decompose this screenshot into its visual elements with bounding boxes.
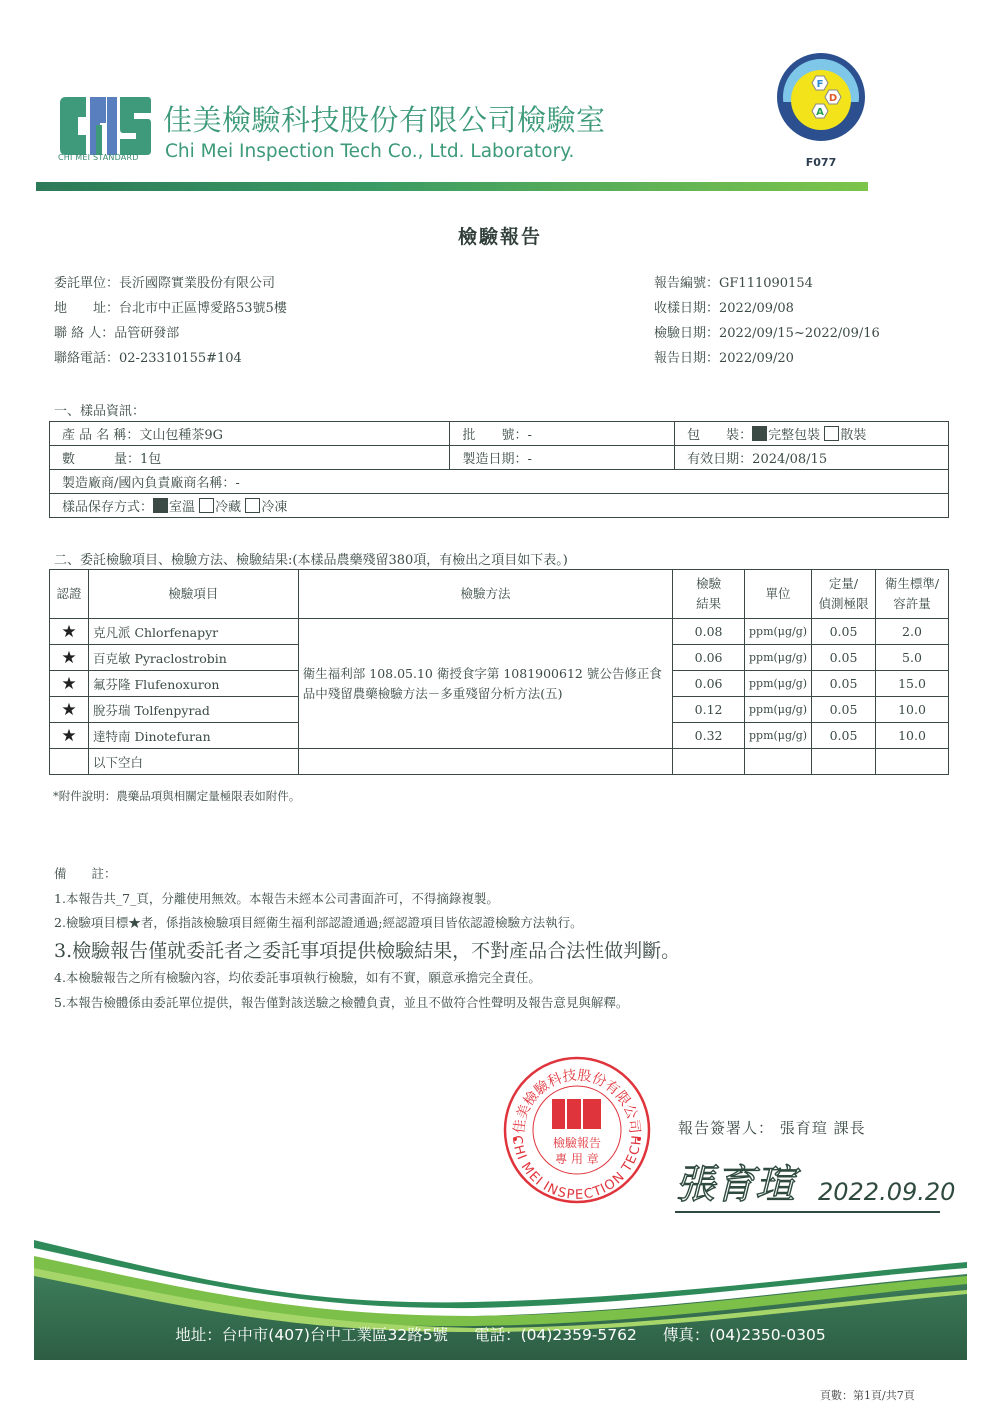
- header-divider-bar: [36, 182, 868, 191]
- product-name-label: 產 品 名 稱：: [62, 428, 140, 443]
- remark-item: 2.檢驗項目標★者，係指該檢驗項目經衛生福利部認證通過;經認證項目皆依認證檢驗方法執行。: [54, 915, 583, 930]
- report-date-value: 2022/09/20: [719, 351, 794, 366]
- manufacturer-value: -: [235, 476, 240, 491]
- limit-value: 10.0: [875, 723, 948, 749]
- limit-value: 15.0: [875, 671, 948, 697]
- loq-value: 0.05: [812, 723, 876, 749]
- blank-cell: [745, 749, 812, 775]
- manufacturer-label: 製造廠商/國內負責廠商名稱：: [62, 476, 236, 491]
- col-header-method: 檢驗方法: [298, 570, 672, 619]
- fda-certification-badge-icon: [776, 50, 866, 150]
- sample-row: [50, 470, 949, 494]
- badge-letter-f: F: [816, 79, 824, 90]
- report-number: [654, 276, 813, 292]
- batch-label: 批 號：: [462, 428, 528, 443]
- storage-cell: [50, 494, 949, 518]
- results-table: [49, 569, 949, 775]
- unit-value: ppm(μg/g): [745, 619, 812, 645]
- col-header-loq: [812, 570, 876, 619]
- unit-value: ppm(μg/g): [745, 723, 812, 749]
- mfg-date-label: 製造日期：: [462, 452, 528, 467]
- storage-frozen-checkbox[interactable]: [245, 498, 260, 513]
- expiry-value: 2024/08/15: [752, 452, 828, 467]
- cert-star-icon: ★: [50, 723, 89, 749]
- report-number-value: GF111090154: [719, 276, 813, 291]
- report-date: [654, 351, 794, 367]
- loq-value: 0.05: [812, 671, 876, 697]
- remark-item: 1.本報告共_7_頁，分離使用無效。本報告未經本公司書面許可，不得摘錄複製。: [54, 891, 499, 906]
- badge-letter-d: D: [828, 93, 838, 104]
- result-value: 0.06: [673, 671, 745, 697]
- table-row-blank: [50, 749, 949, 775]
- sample-row: [50, 422, 949, 446]
- client-contact-value: 品管研發部: [114, 326, 180, 341]
- receipt-date: [654, 301, 794, 317]
- cert-star-icon: ★: [50, 697, 89, 723]
- test-date: [654, 326, 880, 342]
- results-section-heading: 二、委託檢驗項目、檢驗方法、檢驗結果:(本樣品農藥殘留380項，有檢出之項目如下表。): [54, 553, 568, 568]
- company-name-en: Chi Mei Inspection Tech Co., Ltd. Laboratory.: [165, 141, 575, 162]
- sample-info-table: [49, 421, 949, 518]
- footer-address: 地址：台中市(407)台中工業區32路5號: [175, 1326, 449, 1344]
- client-address-label: 地 址：: [54, 301, 120, 316]
- mfg-date-value: -: [527, 452, 532, 467]
- loq-value: 0.05: [812, 697, 876, 723]
- col-header-limit-l1: 衛生標準/: [884, 576, 940, 591]
- stamp-line2: 專 用 章: [555, 1152, 599, 1166]
- quantity-cell: [50, 446, 450, 470]
- client-address: [54, 301, 287, 317]
- col-header-result: [673, 570, 745, 619]
- storage-refrigerated-checkbox[interactable]: [199, 498, 214, 513]
- remark-item: 3.檢驗報告僅就委託者之委託事項提供檢驗結果，不對產品合法性做判斷。: [54, 940, 681, 962]
- test-date-label: 檢驗日期：: [654, 326, 720, 341]
- unit-value: ppm(μg/g): [745, 671, 812, 697]
- product-name-cell: [50, 422, 450, 446]
- badge-code: F077: [805, 156, 837, 169]
- product-name-value: 文山包種茶9G: [139, 428, 224, 443]
- client-unit-value: 長沂國際實業股份有限公司: [119, 276, 276, 291]
- mfg-date-cell: [450, 446, 675, 470]
- col-header-item: 檢驗項目: [88, 570, 298, 619]
- svg-text:CHI MEI INSPECTION TECH: CHI MEI INSPECTION TECH: [509, 1134, 645, 1203]
- logo-tagline: CHI MEI STANDARD: [58, 153, 139, 162]
- signer-label: 報告簽署人：: [678, 1119, 775, 1137]
- blank-cell: [812, 749, 876, 775]
- footer-contact: [34, 1323, 967, 1345]
- blank-row-text: 以下空白: [88, 749, 298, 775]
- company-seal-stamp: [502, 1055, 652, 1205]
- signer-line: [678, 1117, 866, 1138]
- client-contact-label: 聯 絡 人：: [54, 326, 115, 341]
- storage-frozen-label: 冷凍: [261, 500, 288, 515]
- item-name: 百克敏 Pyraclostrobin: [88, 645, 298, 671]
- col-header-unit: 單位: [745, 570, 812, 619]
- signature-name-script: 張育瑄: [675, 1162, 795, 1208]
- loq-value: 0.05: [812, 619, 876, 645]
- storage-room-temp-checkbox[interactable]: [153, 498, 168, 513]
- item-name: 達特南 Dinotefuran: [88, 723, 298, 749]
- expiry-label: 有效日期：: [687, 452, 753, 467]
- sample-row: [50, 446, 949, 470]
- client-address-value: 台北市中正區博愛路53號5樓: [119, 301, 287, 316]
- col-header-loq-l2: 偵測極限: [818, 596, 869, 611]
- blank-cell: [875, 749, 948, 775]
- storage-label: 樣品保存方式：: [62, 500, 154, 515]
- packaging-cell: [675, 422, 949, 446]
- result-value: 0.06: [673, 645, 745, 671]
- company-name-zh: 佳美檢驗科技股份有限公司檢驗室: [163, 103, 606, 137]
- stamp-line1: 檢驗報告: [552, 1136, 602, 1150]
- signature-date-script: 2022.09.20: [818, 1178, 956, 1206]
- quantity-label: 數 量：: [62, 452, 141, 467]
- remark-item: 4.本檢驗報告之所有檢驗內容，均依委託事項執行檢驗，如有不實，願意承擔完全責任。: [54, 970, 541, 985]
- item-name: 氟芬隆 Flufenoxuron: [88, 671, 298, 697]
- quantity-value: 1包: [140, 452, 162, 467]
- badge-letter-a: A: [816, 107, 824, 118]
- cert-star-icon: ★: [50, 619, 89, 645]
- unit-value: ppm(μg/g): [745, 697, 812, 723]
- packaging-complete-label: 完整包裝: [768, 428, 821, 443]
- limit-value: 10.0: [875, 697, 948, 723]
- client-phone-value: 02-23310155#104: [119, 351, 242, 366]
- results-header-row: [50, 570, 949, 619]
- client-unit-label: 委託單位：: [54, 276, 120, 291]
- blank-cell: [673, 749, 745, 775]
- footer-phone: 電話：(04)2359-5762: [474, 1326, 637, 1344]
- method-text: 衛生福利部 108.05.10 衛授食字第 1081900612 號公告修正食品中殘留農藥檢驗方法－多重殘留分析方法(五): [298, 619, 672, 749]
- packaging-label: 包 裝：: [687, 428, 753, 443]
- blank-cell: [298, 749, 672, 775]
- result-value: 0.12: [673, 697, 745, 723]
- signer-title: 課長: [833, 1119, 866, 1137]
- cert-star-icon: ★: [50, 645, 89, 671]
- loq-value: 0.05: [812, 645, 876, 671]
- packaging-complete-checkbox[interactable]: [752, 426, 767, 441]
- receipt-date-value: 2022/09/08: [719, 301, 794, 316]
- item-name: 脫芬瑞 Tolfenpyrad: [88, 697, 298, 723]
- storage-room-temp-label: 室溫: [169, 500, 196, 515]
- attachment-footnote: *附件說明：農藥品項與相關定量極限表如附件。: [53, 789, 301, 803]
- manufacturer-cell: [50, 470, 949, 494]
- batch-value: -: [527, 428, 532, 443]
- col-header-limit-l2: 容許量: [893, 596, 931, 611]
- client-unit: [54, 276, 275, 292]
- col-header-loq-l1: 定量/: [828, 576, 859, 591]
- report-title: 檢驗報告: [457, 226, 542, 248]
- report-date-label: 報告日期：: [654, 351, 720, 366]
- packaging-bulk-checkbox[interactable]: [824, 426, 839, 441]
- report-number-label: 報告編號：: [654, 276, 720, 291]
- col-header-cert: 認證: [50, 570, 89, 619]
- col-header-result-l1: 檢驗: [696, 576, 722, 591]
- test-date-value: 2022/09/15~2022/09/16: [719, 326, 880, 341]
- packaging-bulk-label: 散裝: [840, 428, 867, 443]
- remark-item: 5.本報告檢體係由委託單位提供，報告僅對該送驗之檢體負責，並且不做符合性聲明及報告意見與解釋。: [54, 995, 629, 1010]
- cms-logo: [58, 95, 153, 157]
- page-number: 頁數：第1頁/共7頁: [820, 1389, 915, 1402]
- col-header-limit: [875, 570, 948, 619]
- limit-value: 5.0: [875, 645, 948, 671]
- remarks-heading: 備 註：: [54, 866, 117, 881]
- table-row: [50, 619, 949, 645]
- unit-value: ppm(μg/g): [745, 645, 812, 671]
- limit-value: 2.0: [875, 619, 948, 645]
- result-value: 0.32: [673, 723, 745, 749]
- sample-row: [50, 494, 949, 518]
- client-phone-label: 聯絡電話：: [54, 351, 120, 366]
- sample-section-heading: 一、樣品資訊：: [54, 404, 146, 419]
- svg-text:佳美檢驗科技股份有限公司: 佳美檢驗科技股份有限公司: [511, 1067, 643, 1135]
- expiry-cell: [675, 446, 949, 470]
- signer-name: 張育瑄: [779, 1119, 828, 1137]
- batch-cell: [450, 422, 675, 446]
- client-phone: [54, 351, 242, 367]
- client-contact: [54, 326, 179, 342]
- blank-cell: [50, 749, 89, 775]
- footer-fax: 傳真：(04)2350-0305: [662, 1326, 826, 1344]
- item-name: 克凡派 Chlorfenapyr: [88, 619, 298, 645]
- col-header-result-l2: 結果: [696, 596, 722, 611]
- handwritten-signature: [670, 1148, 970, 1218]
- result-value: 0.08: [673, 619, 745, 645]
- storage-refrigerated-label: 冷藏: [215, 500, 242, 515]
- receipt-date-label: 收樣日期：: [654, 301, 720, 316]
- cert-star-icon: ★: [50, 671, 89, 697]
